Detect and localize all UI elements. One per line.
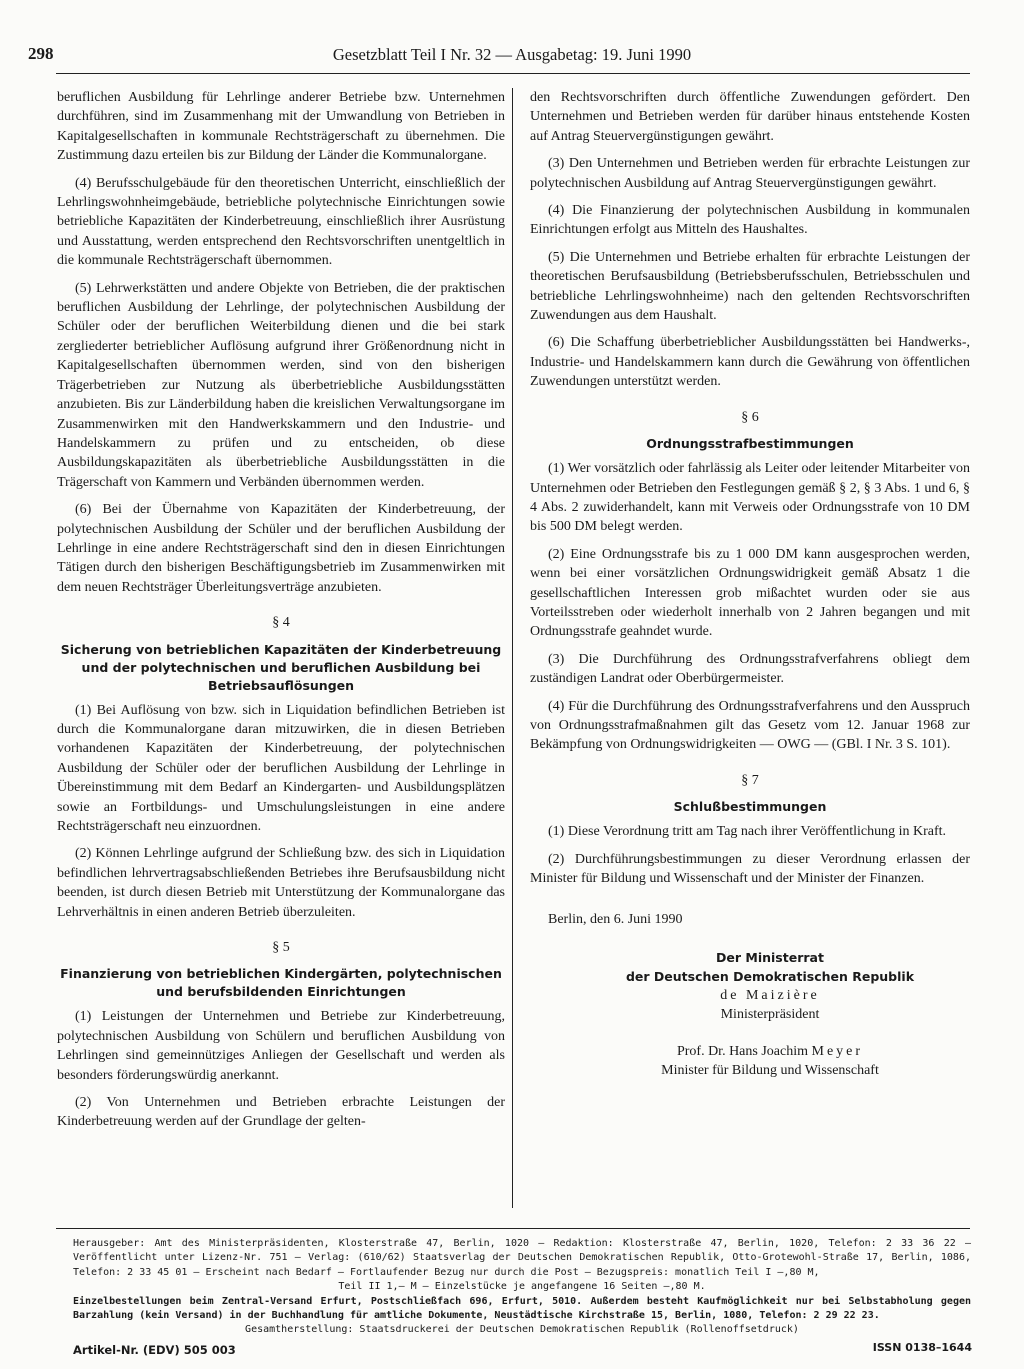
paragraph-6-3: (3) Die Durchführung des Ordnungsstrafverfahrens obliegt dem zuständigen Landrat oder Oberbürgermeister.	[530, 651, 970, 687]
imprint-prices: Teil II 1,– M – Einzelstücke je angefangene 16 Seiten –,80 M.	[338, 1281, 706, 1293]
section-4-number: § 4	[272, 615, 290, 631]
page-number: 298	[28, 44, 54, 63]
right-column	[530, 88, 970, 1080]
left-column	[57, 88, 505, 1140]
paragraph-5-5: (5) Die Unternehmen und Betriebe erhalten für erbrachte Leistungen der theoretischen Berufsausbildung (Betriebsberufsschulen, Betriebsschulen und betriebliche Lehrlingswohnheime) nach den geltenden Rechtsvorschriften Zuwendungen aus dem Haushalt.	[530, 249, 970, 324]
signatory-name-prime-minister: de Maizière	[720, 987, 820, 1003]
paragraph-continued: beruflichen Ausbildung für Lehrlinge anderer Betriebe bzw. Unternehmen durchführen, sind im Zusammenhang mit der Umwandlung von Betrieben in Kapitalgesellschaften in kommunale Rechtsträgerschaft zu übernehmen. Die Zustimmung dazu erteilen bis zur Bildung der Länder die Kommunalorgane.	[57, 90, 505, 164]
paragraph-7-1: (1) Diese Verordnung tritt am Tag nach ihrer Veröffentlichung in Kraft.	[548, 824, 947, 840]
imprint-publisher: Herausgeber: Amt des Ministerpräsidenten, Klosterstraße 47, Berlin, 1020 – Redaktion: Klosterstraße 47, Berlin, 1020, Telefon: 2 33 36 22 – Veröffentlicht unter Lizenz-Nr. 751 – Verlag: (610/62) Staatsverlag der Deutschen Demokratischen Republik, Otto-Grotewohl-Straße 17, Berlin, 1086, Telefon: 2 33 45 01 – Erscheint nach Bedarf – Fortlaufender Bezug nur durch die Post – Bezugspreis: monatlich Teil I –,80 M,	[73, 1238, 971, 1278]
paragraph-6-1: (1) Wer vorsätzlich oder fahrlässig als Leiter oder leitender Mitarbeiter von Unternehmen oder Betrieben den Festlegungen gemäß § 2, § 3 Abs. 1 und 6, § 4 Abs. 2 zuwiderhandelt, kann mit Verweis oder Ordnungsstrafe von 10 DM bis 500 DM belegt werden.	[530, 461, 970, 535]
signatory-role-minister: Minister für Bildung und Wissenschaft	[661, 1062, 879, 1078]
signature-block	[570, 948, 970, 1080]
section-4-title: Sicherung von betrieblichen Kapazitäten der Kinderbetreuung und der polytechnischen und beruflichen Ausbildung bei Betriebsauflösungen	[60, 641, 502, 693]
imprint-printer: Gesamtherstellung: Staatsdruckerei der Deutschen Demokratischen Republik (Rollenoffsetdruck)	[245, 1324, 799, 1336]
signatory-role-prime-minister: Ministerpräsident	[720, 1006, 820, 1022]
paragraph-continued-right: den Rechtsvorschriften durch öffentliche Zuwendungen gefördert. Den Unternehmen und Betrieben werden für darüber hinaus entstehende Kosten auf Antrag Steuervergünstigungen gewährt.	[530, 90, 970, 144]
section-7-title: Schlußbestimmungen	[673, 799, 827, 815]
signatory-body: Der Ministerrat	[716, 949, 824, 965]
section-5-title: Finanzierung von betrieblichen Kindergärten, polytechnischen und berufsbildenden Einrichtungen	[60, 966, 502, 1000]
section-6-title: Ordnungsstrafbestimmungen	[646, 436, 854, 452]
imprint	[73, 1237, 971, 1338]
paragraph-5-6: (6) Die Schaffung überbetrieblicher Ausbildungsstätten bei Handwerks-, Industrie- und Handelskammern kann durch die Gewährung von öffentlichen Zuwendungen unterstützt werden.	[530, 335, 970, 390]
paragraph-5-1: (1) Leistungen der Unternehmen und Betriebe zur Kinderbetreuung, polytechnischen Ausbildung von Schülern und beruflichen Ausbildung von Lehrlingen sind gemeinnütziges Anliegen der Gesellschaft und werden als besonders förderungswürdig anerkannt.	[57, 1009, 505, 1083]
paragraph-4-2: (2) Können Lehrlinge aufgrund der Schließung bzw. des sich in Liquidation befindlichen lehrvertragsabschließenden Betriebes ihre Berufsausbildung nicht beenden, ist durch diesen Betrieb mit Unterstützung der Kommunalorgane das Lehrverhältnis in einen anderen Betrieb überzuleiten.	[57, 846, 505, 920]
signatory-name-minister-given: Prof. Dr. Hans Joachim	[676, 1043, 808, 1059]
paragraph-6-2: (2) Eine Ordnungsstrafe bis zu 1 000 DM kann ausgesprochen werden, wenn bei einer vorsätzlichen Ordnungswidrigkeit gemäß Absatz 1 die gesellschaftlichen Interessen grob mißachtet wurden oder sie aus Vorteilsstreben oder wiederholt innerhalb von 2 Jahren begangen und mit Ordnungsstrafe geahndet wurde.	[530, 546, 970, 640]
paragraph-6-4: (4) Für die Durchführung des Ordnungsstrafverfahrens und den Ausspruch von Ordnungsstrafmaßnahmen gilt das Gesetz vom 12. Januar 1968 zur Bekämpfung von Ordnungswidrigkeiten — OWG — (GBl. I Nr. 3 S. 101).	[530, 698, 970, 753]
footer-rule	[56, 1228, 970, 1229]
running-title: Gesetzblatt Teil I Nr. 32 — Ausgabetag: 19. Juni 1990	[332, 45, 692, 64]
signatory-name-minister	[570, 1042, 970, 1061]
paragraph-5-2: (2) Von Unternehmen und Betrieben erbrachte Leistungen der Kinderbetreuung werden auf der Grundlage der gelten-	[57, 1095, 505, 1130]
column-divider	[512, 88, 513, 1208]
paragraph-4-1: (1) Bei Auflösung von bzw. sich in Liquidation befindlichen Betrieben ist durch die Kommunalorgane daran mitzuwirken, die in diesen Betrieben vorhandenen Kapazitäten der Kinderbetreuung, der polytechnischen Ausbildung der Schüler oder der beruflichen Ausbildung der Lehrlinge in Übereinstimmung mit dem Bedarf an Kindergarten- und Ausbildungsplätzen sowie an Fortbildungs- und Umschulungsleistungen in eine andere Rechtsträgerschaft neu einzuordnen.	[57, 702, 505, 834]
imprint-orders: Einzelbestellungen beim Zentral-Versand Erfurt, Postschließfach 696, Erfurt, 5010. Außerdem besteht Kaufmöglichkeit nur bei Selbstabholung gegen Barzahlung (kein Versand) in der Buchhandlung für amtliche Dokumente, Neustädtische Kirchstraße 15, Berlin, 1080, Telefon: 2 29 22 23.	[73, 1295, 971, 1322]
section-7-number: § 7	[741, 772, 759, 788]
section-6-number: § 6	[741, 409, 759, 425]
signatory-body-country: der Deutschen Demokratischen Republik	[625, 968, 915, 984]
paragraph-5-4: (4) Die Finanzierung der polytechnischen Ausbildung in kommunalen Einrichtungen erfolgt aus Mitteln des Haushaltes.	[530, 203, 970, 238]
paragraph-3-6: (6) Bei der Übernahme von Kapazitäten der Kinderbetreuung, der polytechnischen Ausbildung der Schüler und der beruflichen Ausbildung der Lehrlinge in eine andere Rechtsträgerschaft sind den in diesen Einrichtungen Tätigen durch den bisherigen Beschäftigungsbetrieb im Zusammenwirken mit dem neuen Rechtsträger Überleitungsverträge anzubieten.	[57, 502, 505, 595]
paragraph-3-5: (5) Lehrwerkstätten und andere Objekte von Betrieben, die der praktischen beruflichen Ausbildung der Lehrlinge, der polytechnischen Ausbildung der Schüler oder der beruflichen Weiterbildung dienen und die bei stark zergliederter betrieblicher Auflösung aufgrund ihrer Größenordnung nicht in Kapitalgesellschaften übernommen werden, sind von den bisherigen Trägerbetrieben zur Nutzung als überbetriebliche Ausbildungsstätten anzubieten. Bis zur Länderbildung haben die kreislichen Verwaltungsorgane im Zusammenwirken mit den Handwerkskammern und den Industrie- und Handelskammern zu prüfen und zu entscheiden, ob diese Ausbildungskapazitäten als überbetriebliche Ausbildungsstätten in die Trägerschaft von Kammern und Verbänden übernommen werden.	[57, 280, 505, 490]
signatory-name-minister-surname: Meyer	[811, 1043, 864, 1059]
paragraph-7-2: (2) Durchführungsbestimmungen zu dieser Verordnung erlassen der Minister für Bildung und Wissenschaft und der Minister der Finanzen.	[530, 851, 970, 886]
section-5-number: § 5	[272, 940, 290, 956]
paragraph-5-3: (3) Den Unternehmen und Betrieben werden für erbrachte Leistungen zur polytechnischen Ausbildung auf Antrag Steuervergünstigungen gewährt.	[530, 156, 970, 191]
article-number: Artikel-Nr. (EDV) 505 003	[73, 1343, 236, 1357]
place-and-date: Berlin, den 6. Juni 1990	[548, 912, 683, 928]
paragraph-3-4: (4) Berufsschulgebäude für den theoretischen Unterricht, einschließlich der Lehrlingswohnheimgebäude, betriebliche polytechnische Einrichtungen sowie betriebliche Kapazitäten der Kinderbetreuung, einschließlich ihrer Ausrüstung und Ausstattung, werden entsprechend den Rechtsvorschriften unentgeltlich in die kommunale Rechtsträgerschaft übernommen.	[57, 175, 505, 269]
issn: ISSN 0138–1644	[872, 1341, 972, 1354]
header-rule	[56, 73, 970, 74]
